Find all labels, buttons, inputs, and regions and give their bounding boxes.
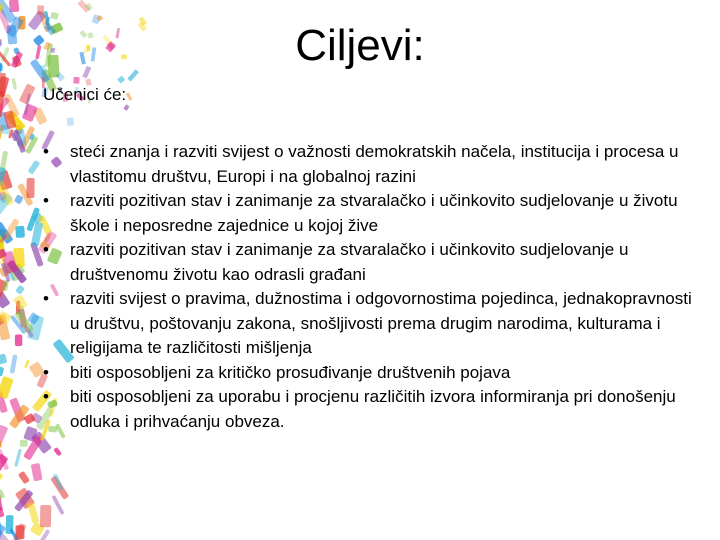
bullet-icon: • [43,191,49,210]
bullet-icon: • [43,240,49,259]
confetti-piece [26,178,34,198]
bullet-icon: • [43,387,49,406]
confetti-piece [20,440,28,447]
list-item [43,287,693,361]
confetti-piece [37,6,44,15]
list-item-text: razviti svijest o pravima, dužnostima i odgovornostima pojedinca, jednakopravnosti u društvu, poštovanju zakona, snošljivosti prema drugim narodima, kulturama i religijama te različitosti mišljenja [70,289,692,357]
confetti-piece [18,471,30,484]
confetti-piece [0,353,7,364]
list-item-text: steći znanja i razviti svijest o važnosti demokratskih načela, institucija i procesa u vlastitomu društvu, Europi i na globalnoj razini [70,142,679,186]
confetti-piece [14,449,22,467]
confetti-piece [24,360,30,369]
confetti-piece [67,117,75,126]
list-item-text: razviti pozitivan stav i zanimanje za stvaralačko i učinkovito sudjelovanje u životu škole i neposredne zajednice u kojoj žive [70,191,678,235]
confetti-piece [73,77,79,84]
confetti-piece [12,523,26,540]
confetti-piece [10,354,18,373]
list-item [43,385,693,434]
list-item [43,189,693,238]
objectives-list [43,140,693,434]
confetti-piece [0,124,5,149]
list-item-text: razviti pozitivan stav i zanimanje za stvaralačko i učinkovito sudjelovanje u društvenomu životu kao odrasli građani [70,240,629,284]
confetti-piece [0,472,3,484]
bullet-icon: • [43,362,49,382]
confetti-piece [13,294,28,310]
confetti-piece [0,365,4,376]
intro-text: Učenici će: [43,85,127,104]
list-item [43,238,693,287]
confetti-piece [117,76,125,84]
slide-title-text: Ciljevi: [295,21,425,70]
confetti-piece [0,489,5,501]
confetti-piece [51,495,64,515]
confetti-piece [0,376,14,399]
slide-title [0,20,720,72]
list-item-text: biti osposobljeni za kritičko prosuđivanje društvenih pojava [70,362,511,382]
list-item [43,140,693,189]
confetti-piece [31,463,43,481]
confetti-piece [11,78,17,90]
confetti-piece [15,334,23,346]
list-item [43,361,693,386]
confetti-piece [53,447,62,457]
confetti-piece [15,226,25,238]
bullet-icon: • [43,289,49,308]
bullet-icon: • [43,142,49,161]
confetti-piece [27,502,39,524]
confetti-piece [22,103,38,122]
confetti-piece [27,160,40,175]
confetti-piece [40,505,51,527]
list-item-text: biti osposobljeni za uporabu i procjenu različitih izvora informiranja pri donošenju odluka i prihvaćanju obveza. [70,387,676,431]
confetti-piece [15,285,25,295]
confetti-piece [50,12,59,20]
confetti-piece [14,194,24,204]
confetti-piece [126,92,133,100]
